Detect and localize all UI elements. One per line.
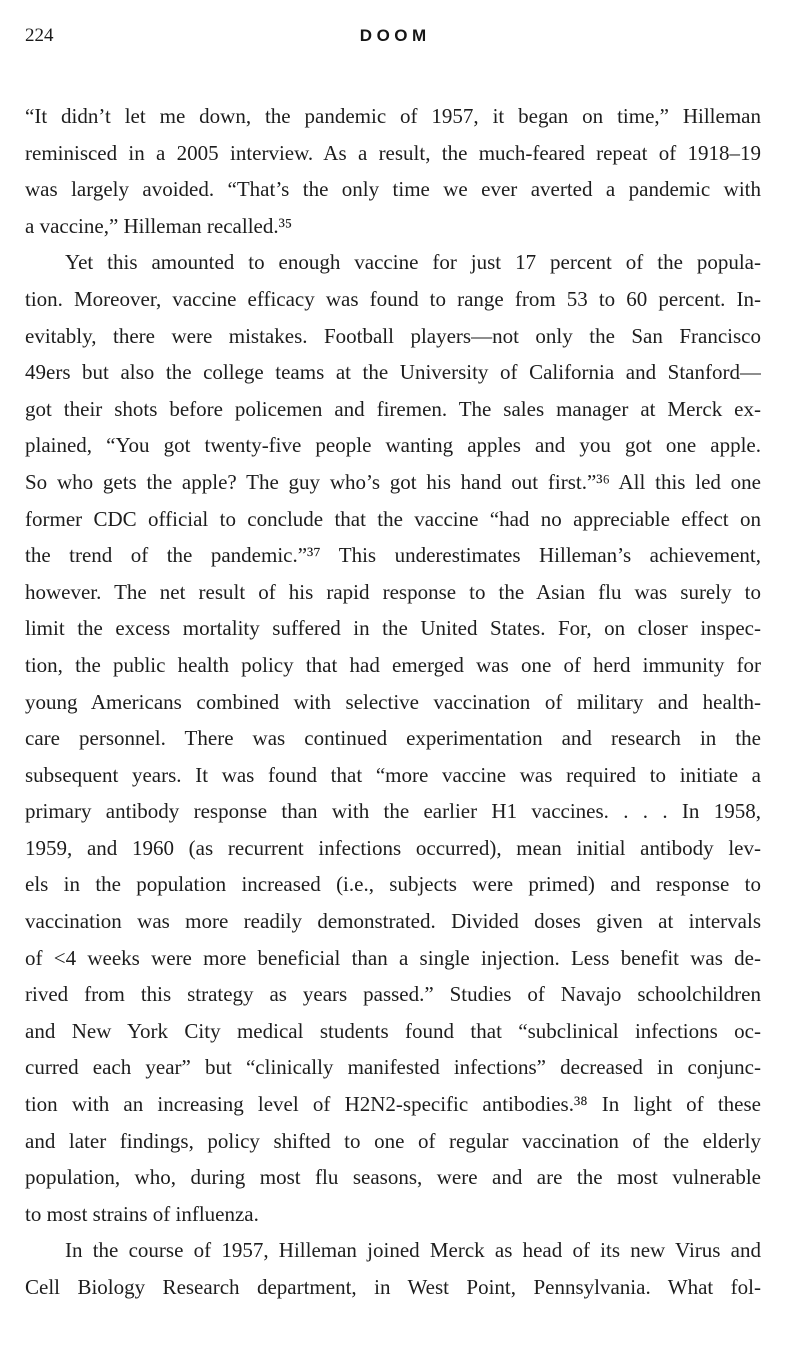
paragraph [25,98,761,244]
text-line: to most strains of influenza. [25,1201,259,1226]
text-line: the trend of the pandemic.”³⁷ This underestimates Hilleman’s achievement, [25,543,761,568]
text-line: els in the population increased (i.e., subjects were primed) and response to [25,872,761,897]
page-number: 224 [25,25,54,46]
text-line: of <4 weeks were more beneficial than a single injection. Less benefit was de- [25,945,761,970]
text-line: rived from this strategy as years passed.” Studies of Navajo schoolchildren [25,982,761,1007]
text-line: subsequent years. It was found that “more vaccine was required to initiate a [25,762,761,787]
text-line: was largely avoided. “That’s the only time we ever averted a pandemic with [25,177,761,202]
text-line: “It didn’t let me down, the pandemic of 1957, it began on time,” Hilleman [25,104,761,128]
text-line: population, who, during most flu seasons, were and are the most vulnerable [25,1165,761,1190]
text-line: tion. Moreover, vaccine efficacy was found to range from 53 to 60 percent. In- [25,286,761,311]
text-line: a vaccine,” Hilleman recalled.³⁵ [25,213,293,238]
text-line: 1959, and 1960 (as recurrent infections occurred), mean initial antibody lev- [25,835,761,860]
text-line: however. The net result of his rapid response to the Asian flu was surely to [25,579,761,604]
text-line: vaccination was more readily demonstrated. Divided doses given at intervals [25,909,761,934]
text-line: and later findings, policy shifted to one of regular vaccination of the elderly [25,1128,761,1153]
text-line: primary antibody response than with the earlier H1 vaccines. . . . In 1958, [25,799,761,824]
text-line: former CDC official to conclude that the vaccine “had no appreciable effect on [25,506,761,531]
body-text [25,98,761,1306]
text-line: limit the excess mortality suffered in the United States. For, on closer inspec- [25,616,761,641]
paragraph [25,1232,761,1305]
text-line: 49ers but also the college teams at the University of California and Stanford— [25,360,761,385]
text-line: young Americans combined with selective vaccination of military and health- [25,689,761,714]
text-line: Yet this amounted to enough vaccine for just 17 percent of the popula- [65,250,761,275]
paragraph [25,244,761,1232]
text-line: tion with an increasing level of H2N2-specific antibodies.³⁸ In light of these [25,1092,761,1117]
text-line: care personnel. There was continued experimentation and research in the [25,726,761,751]
running-head-title: DOOM [359,26,431,45]
text-line: So who gets the apple? The guy who’s got his hand out first.”³⁶ All this led one [25,469,761,494]
text-line: curred each year” but “clinically manifested infections” decreased in conjunc- [25,1055,761,1080]
text-line: reminisced in a 2005 interview. As a result, the much-feared repeat of 1918–19 [25,140,761,165]
page-header [25,24,761,48]
text-line: and New York City medical students found that “subclinical infections oc- [25,1018,761,1043]
text-line: plained, “You got twenty-five people wanting apples and you got one apple. [25,433,761,458]
text-line: tion, the public health policy that had emerged was one of herd immunity for [25,652,761,677]
text-line: In the course of 1957, Hilleman joined Merck as head of its new Virus and [65,1238,761,1263]
text-line: got their shots before policemen and firemen. The sales manager at Merck ex- [25,396,761,421]
text-line: evitably, there were mistakes. Football players—not only the San Francisco [25,323,761,348]
text-line: Cell Biology Research department, in West Point, Pennsylvania. What fol- [25,1275,761,1299]
